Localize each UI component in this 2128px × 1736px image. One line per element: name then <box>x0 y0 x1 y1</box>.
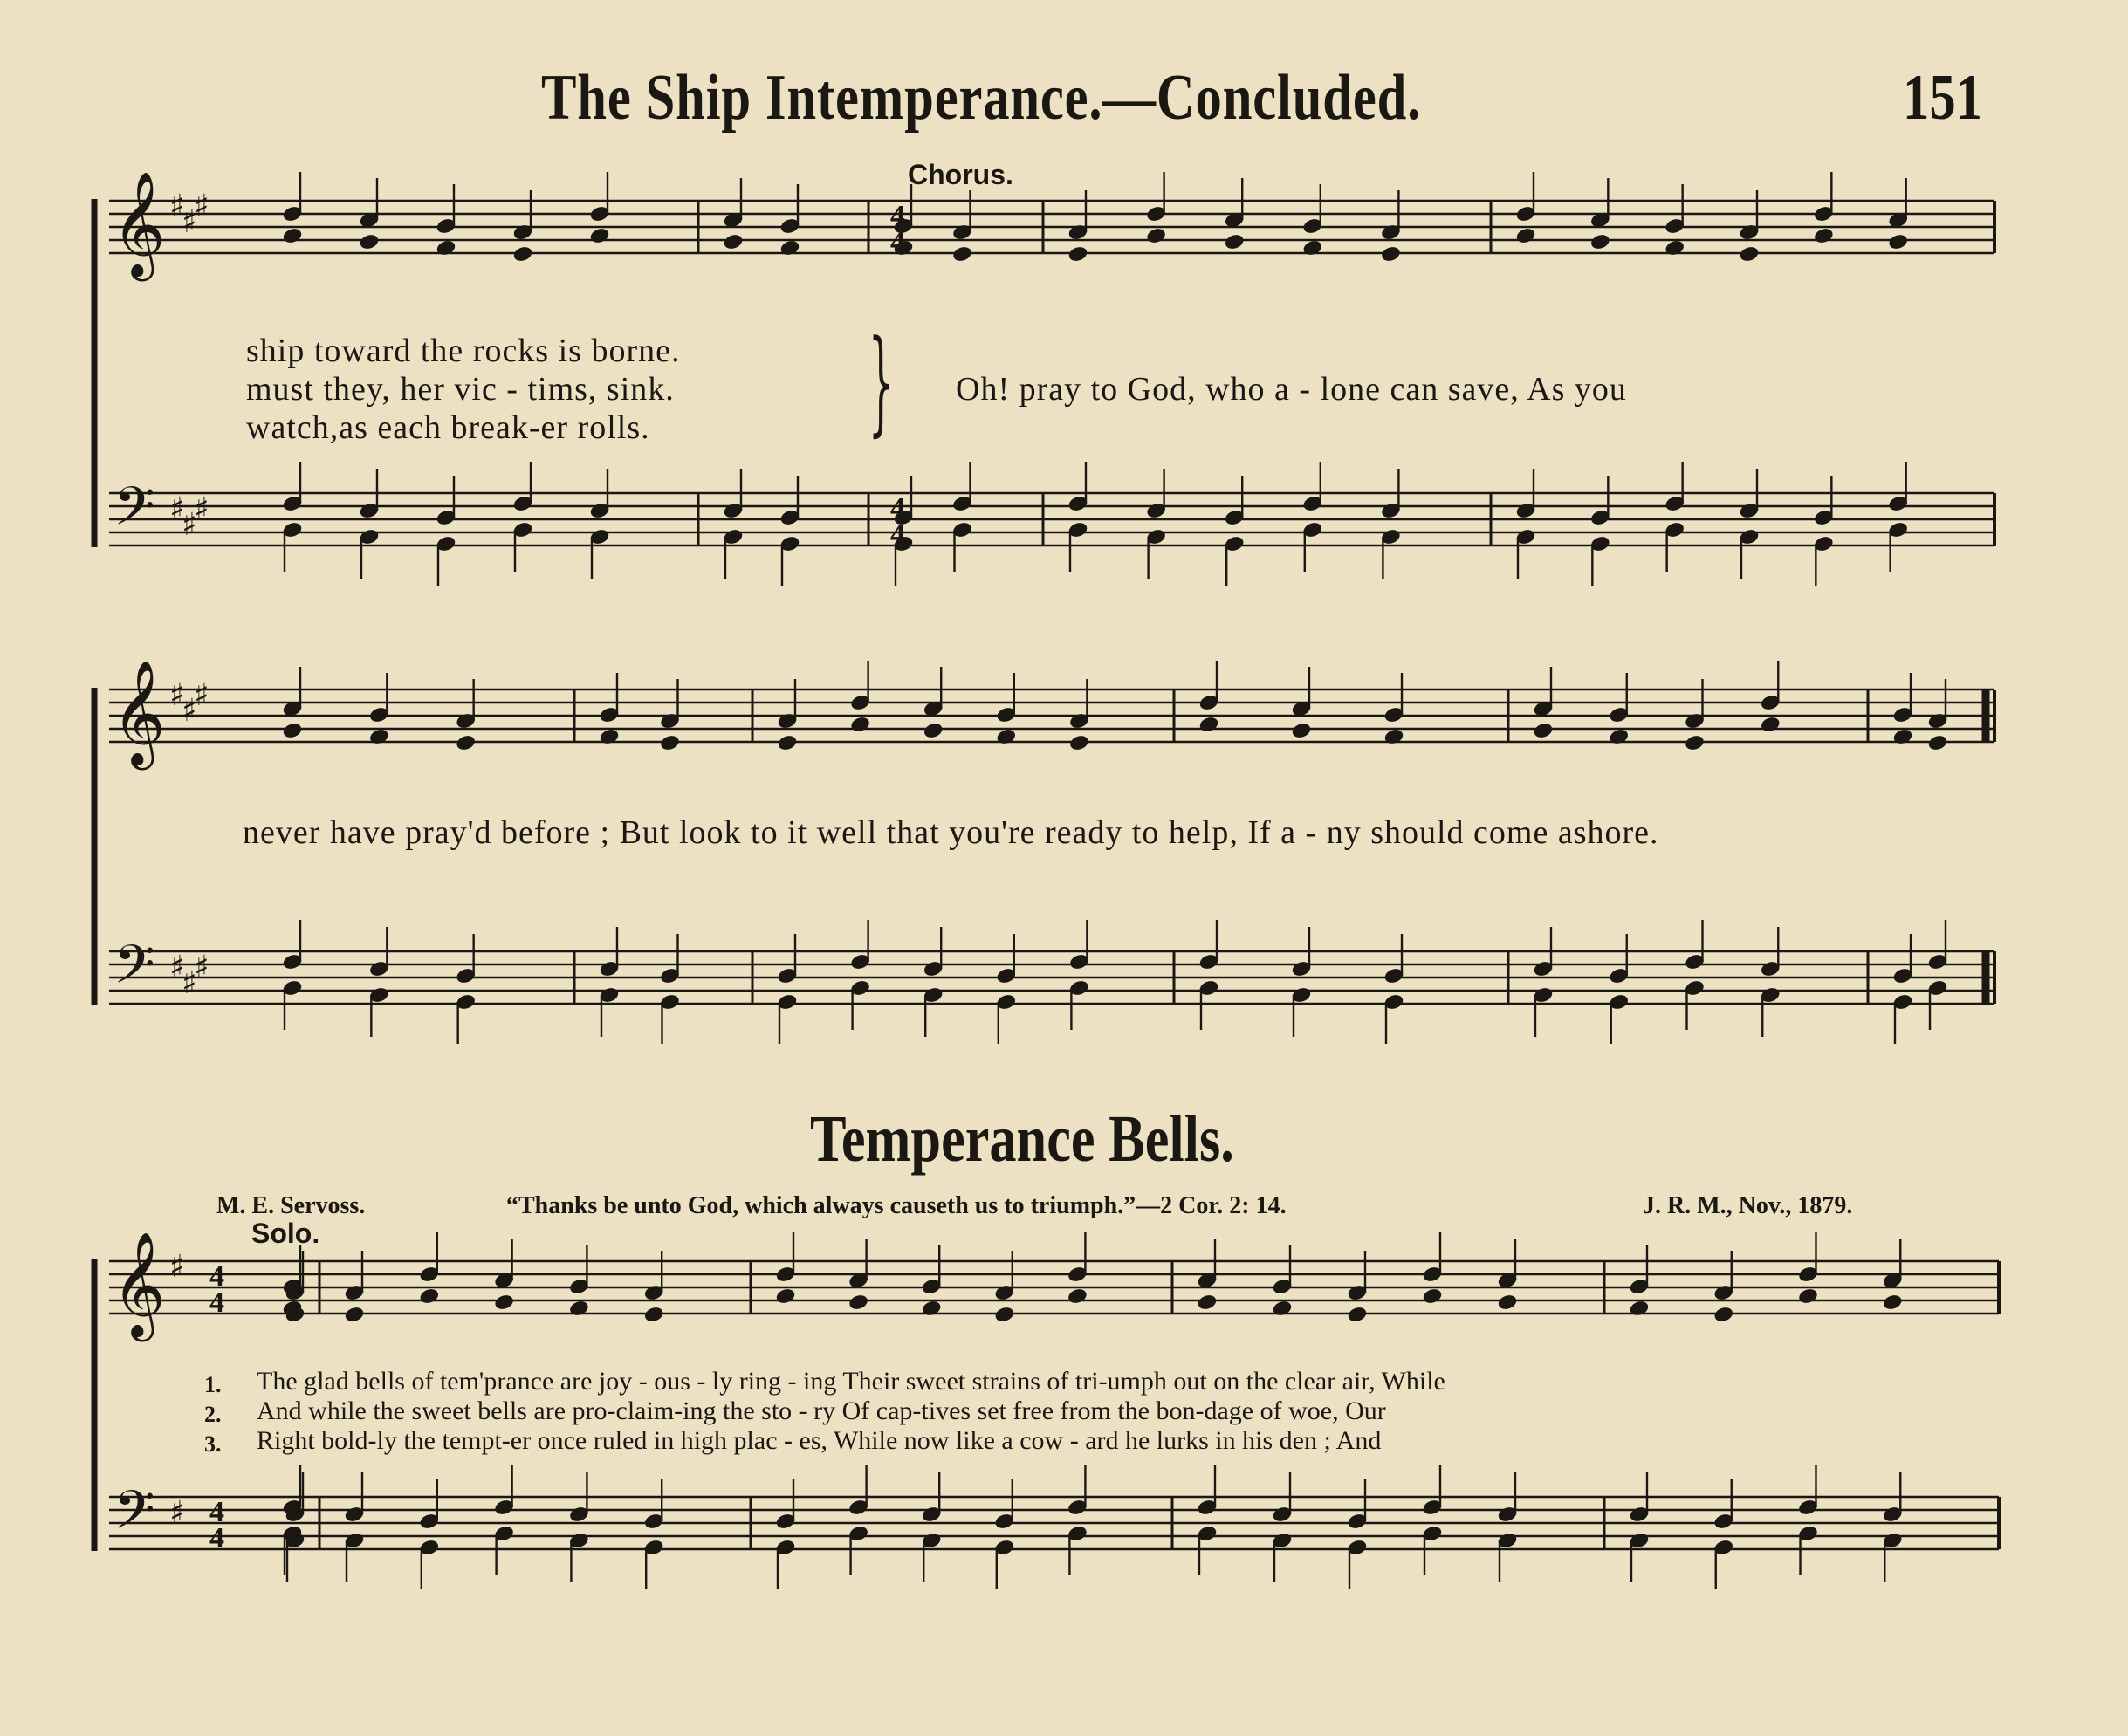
bass-clef: 𝄢 <box>113 1479 155 1554</box>
song-title: Temperance Bells. <box>810 1102 1234 1176</box>
notehead <box>1882 1293 1903 1311</box>
notehead <box>777 734 798 751</box>
verse-number: 2. <box>204 1402 222 1427</box>
solo-label: Solo. <box>251 1218 320 1249</box>
verse-number: 3. <box>204 1431 222 1457</box>
notehead <box>1739 245 1760 263</box>
notehead <box>1291 722 1312 739</box>
notehead <box>359 233 380 250</box>
notehead <box>282 227 303 244</box>
notehead <box>1685 734 1706 751</box>
lyric-line-2: must they, her vic - tims, sink. <box>246 371 675 408</box>
sharp-sign: ♯ <box>169 1495 185 1531</box>
notehead <box>643 1306 664 1323</box>
page-number: 151 <box>1903 62 1983 134</box>
notehead <box>1198 716 1219 733</box>
time-signature: 4 <box>890 492 905 525</box>
notehead <box>1515 227 1536 244</box>
epigraph: “Thanks be unto God, which always causeth us to triumph.”—2 Cor. 2: 14. <box>506 1192 1287 1219</box>
notehead <box>1760 716 1781 733</box>
notehead <box>1067 245 1088 263</box>
notehead <box>1067 1287 1088 1305</box>
notehead <box>1927 734 1948 751</box>
sharp-sign: ♯ <box>169 950 185 985</box>
notehead <box>1814 227 1835 244</box>
notehead <box>512 245 533 263</box>
time-signature: 4 <box>890 200 905 232</box>
sharp-sign: ♯ <box>182 204 197 240</box>
chorus-lyric-line: Oh! pray to God, who a - lone can save, As you <box>956 371 1627 408</box>
sharp-sign: ♯ <box>194 189 209 224</box>
sharp-sign: ♯ <box>169 677 185 713</box>
time-signature: 4 <box>209 1496 224 1528</box>
sharp-sign: ♯ <box>169 491 185 527</box>
notehead <box>723 233 744 250</box>
notehead <box>1497 1293 1518 1311</box>
verse-2-text: And while the sweet bells are pro-claim-ing the sto - ry Of cap-tives set free from the bon-dage of woe, Our <box>257 1396 1386 1425</box>
notehead <box>848 1293 869 1311</box>
notehead <box>1146 227 1167 244</box>
sharp-sign: ♯ <box>194 491 209 527</box>
time-signature: 4 <box>890 226 905 258</box>
sharp-sign: ♯ <box>194 677 209 713</box>
notehead <box>1590 233 1611 250</box>
verse-3-text: Right bold-ly the tempt-er once ruled in high plac - es, While now like a cow - ard he lurks in his den ; And <box>257 1426 1382 1455</box>
sharp-sign: ♯ <box>169 189 185 224</box>
notehead <box>952 245 973 263</box>
notehead <box>1381 245 1402 263</box>
notehead <box>1422 1287 1443 1305</box>
verse-number: 1. <box>204 1372 222 1397</box>
time-signature: 4 <box>209 1287 224 1319</box>
notehead <box>1347 1306 1368 1323</box>
sharp-sign: ♯ <box>182 965 197 1001</box>
sharp-sign: ♯ <box>194 950 209 985</box>
notehead <box>923 722 944 739</box>
verse-1-text: The glad bells of tem'prance are joy - ous - ly ring - ing Their sweet strains of tri-umph out on the clear air, While <box>257 1367 1445 1396</box>
bass-clef: 𝄢 <box>113 476 155 551</box>
lyric-brace: } <box>868 315 894 448</box>
notehead <box>1069 734 1090 751</box>
treble-clef: 𝄞 <box>112 1231 166 1337</box>
notehead <box>1197 1293 1218 1311</box>
notehead <box>494 1293 515 1311</box>
notehead <box>1798 1287 1819 1305</box>
notehead <box>775 1287 796 1305</box>
notehead <box>282 722 303 739</box>
bass-clef: 𝄢 <box>113 934 155 1009</box>
notehead <box>1224 233 1245 250</box>
notehead <box>660 734 681 751</box>
sharp-sign: ♯ <box>182 507 197 543</box>
composer-credit: J. R. M., Nov., 1879. <box>1643 1192 1853 1219</box>
time-signature: 4 <box>890 518 905 551</box>
running-title: The Ship Intemperance.—Concluded. <box>541 62 1422 134</box>
notehead <box>850 716 871 733</box>
notehead <box>1533 722 1554 739</box>
notehead <box>1888 233 1909 250</box>
notehead <box>419 1287 440 1305</box>
notehead <box>344 1306 365 1323</box>
author-credit: M. E. Servoss. <box>216 1192 366 1219</box>
time-signature: 4 <box>209 1522 224 1554</box>
chorus-label: Chorus. <box>908 159 1013 190</box>
notehead <box>589 227 610 244</box>
lyric-line-3: watch,as each break-er rolls. <box>246 409 650 446</box>
notehead <box>1713 1306 1734 1323</box>
time-signature: 4 <box>209 1260 224 1293</box>
lyric-line-1: ship toward the rocks is borne. <box>246 333 681 369</box>
treble-clef: 𝄞 <box>112 170 166 277</box>
sharp-sign: ♯ <box>182 693 197 729</box>
notehead <box>994 1306 1015 1323</box>
sharp-sign: ♯ <box>169 1249 185 1285</box>
notehead <box>456 734 477 751</box>
treble-clef: 𝄞 <box>112 659 166 765</box>
system2-lyric-line: never have pray'd before ; But look to it well that you're ready to help, If a - ny should come ashore. <box>243 814 1659 851</box>
